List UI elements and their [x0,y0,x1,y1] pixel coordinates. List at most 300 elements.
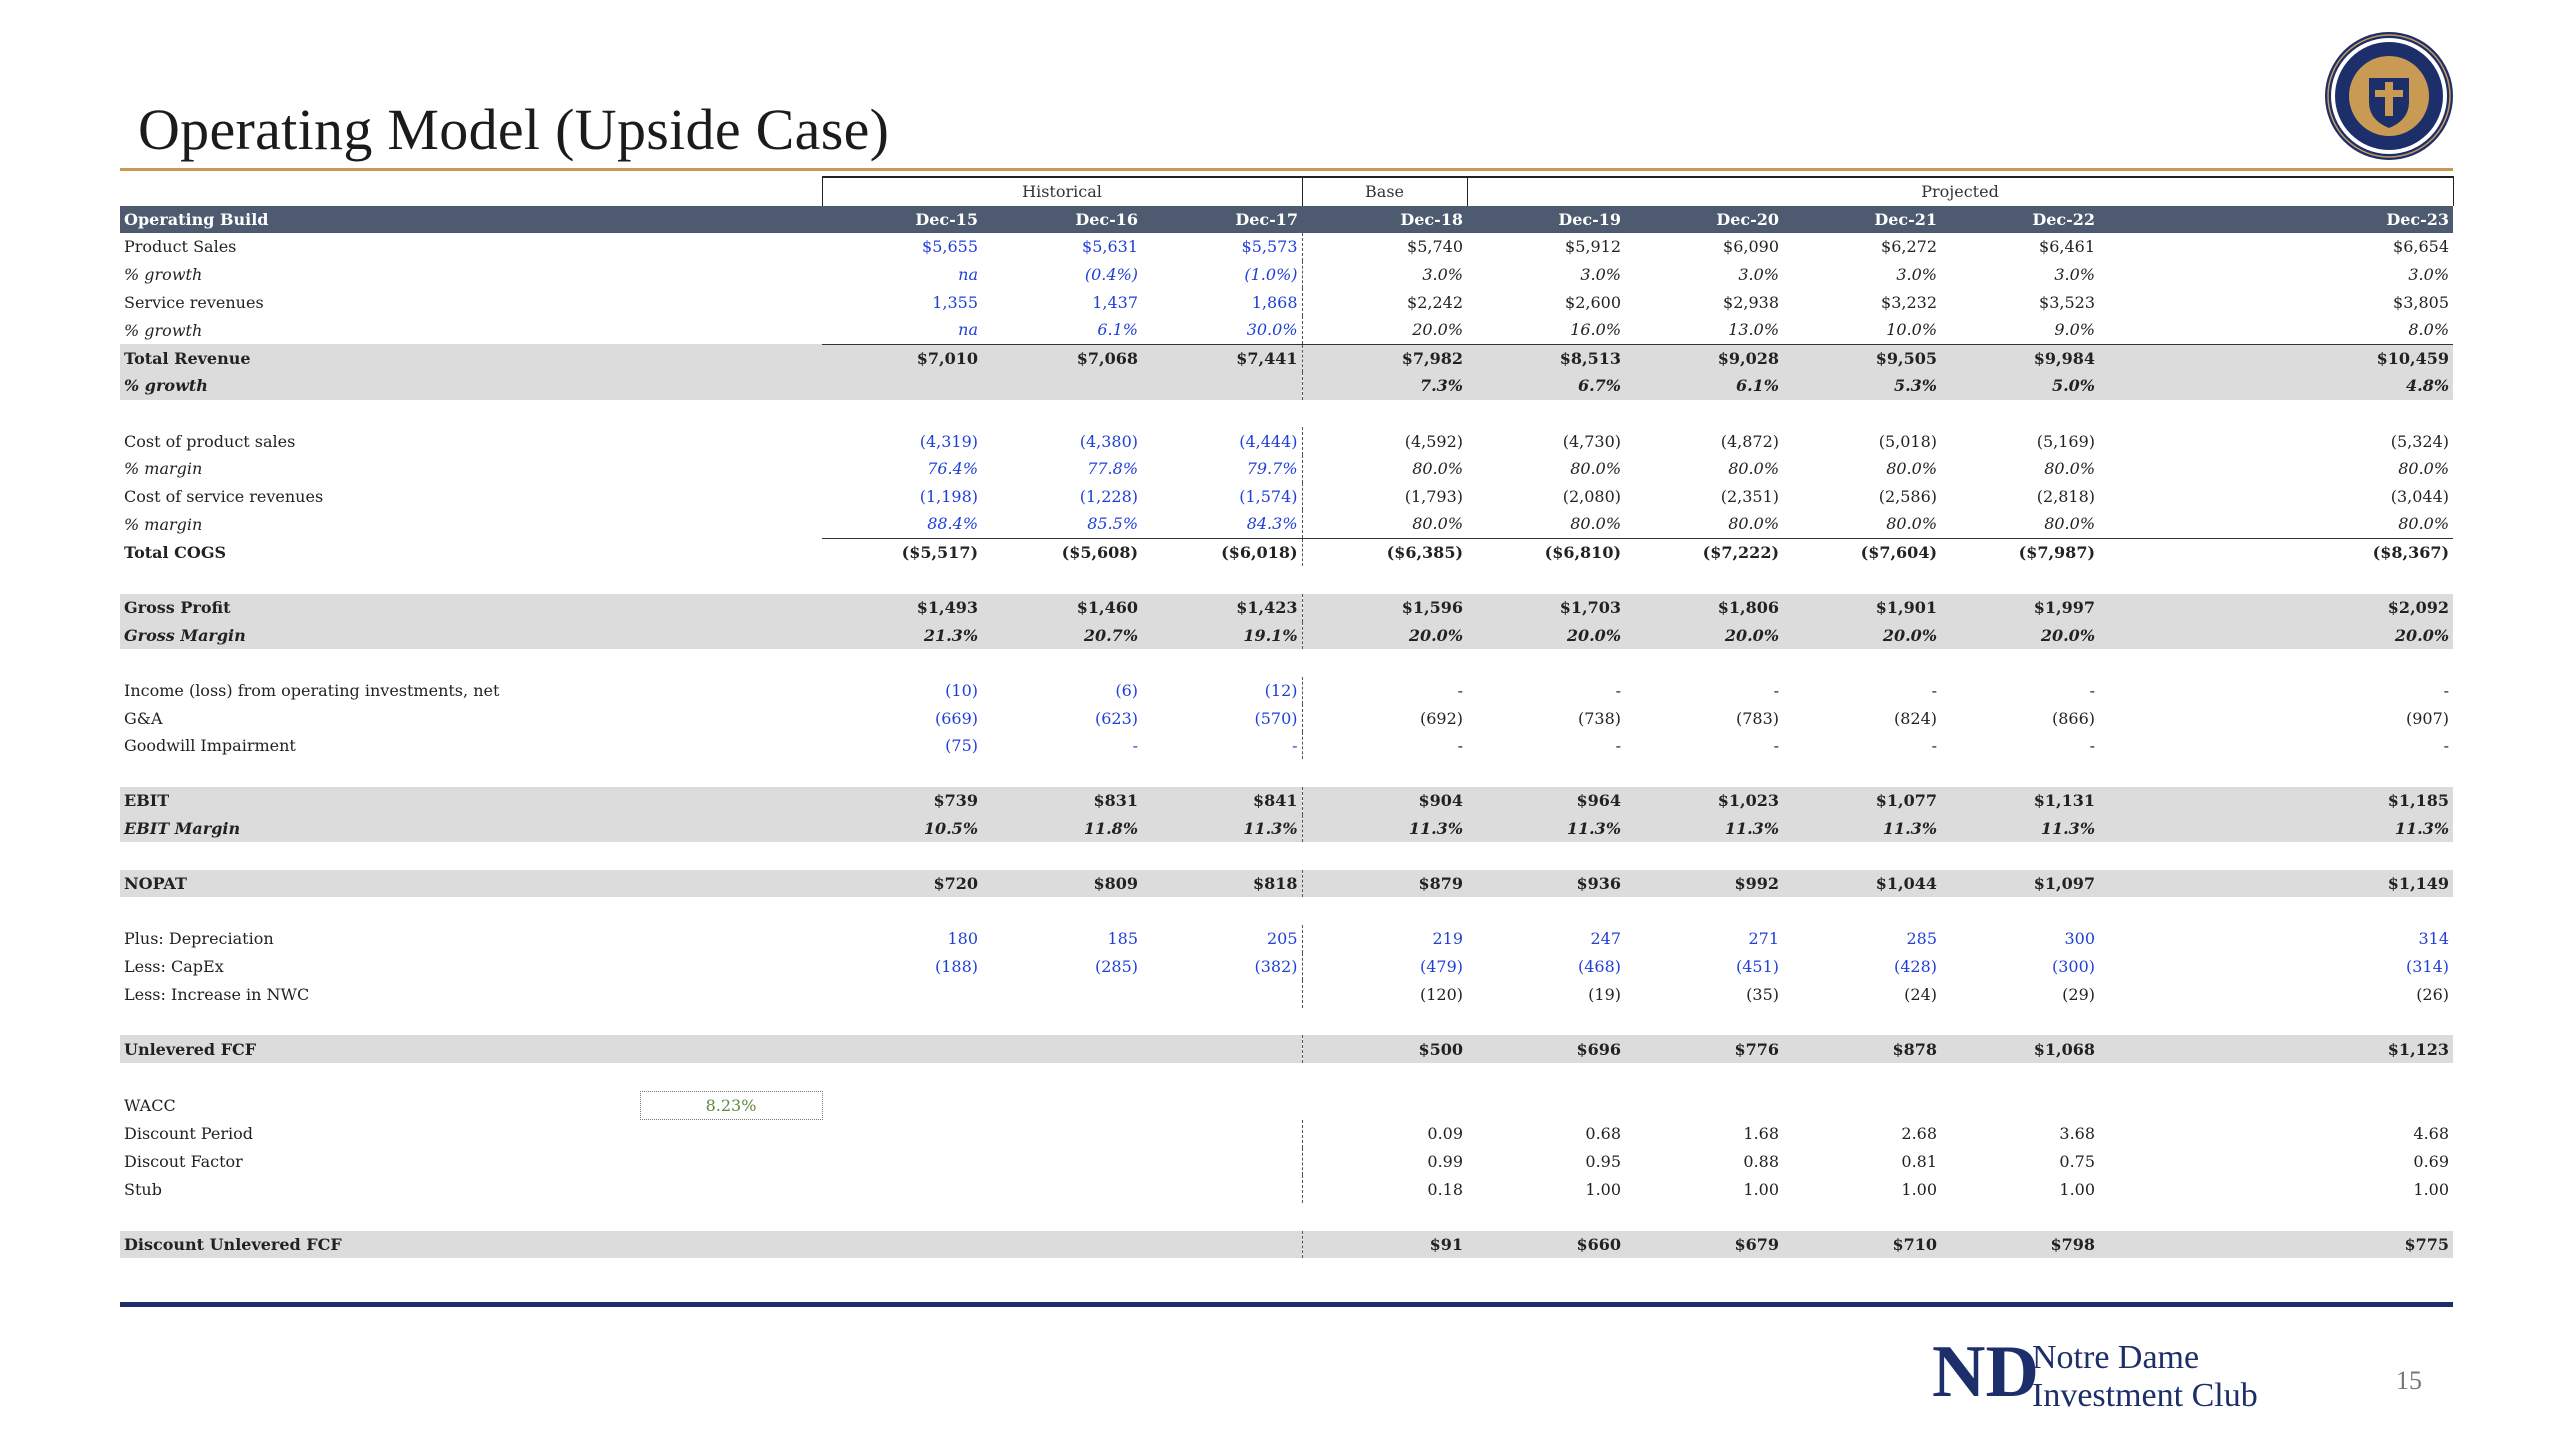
footer-rule [120,1302,2453,1307]
value-cell: $1,068 [1941,1035,2099,1063]
table-row [120,925,2453,953]
value-cell: 88.4% [927,514,979,534]
value-cell: $5,740 [1407,237,1464,257]
value-cell: 80.0% [2398,459,2450,479]
table-row [120,316,2453,344]
value-cell: na [958,265,979,285]
value-cell: $91 [1302,1231,1467,1259]
value-cell: $3,523 [2039,292,2096,312]
value-cell: 20.0% [1412,320,1464,340]
value-cell: $710 [1783,1231,1941,1259]
table-row [120,1148,2453,1176]
value-cell: (1,228) [1079,486,1139,506]
value-cell: 9.0% [2054,320,2096,340]
value-cell: (1,198) [919,486,979,506]
value-cell: (428) [1893,956,1938,976]
value-cell: 180 [947,929,979,949]
row-label: % margin [124,459,203,479]
value-cell: 1.00 [2413,1179,2450,1199]
row-label: Less: CapEx [124,956,224,976]
value-cell [982,372,1142,400]
value-cell [1142,1231,1302,1259]
table-row [120,483,2453,511]
table-row [120,677,2453,705]
value-cell: $964 [1467,787,1625,815]
value-cell: 271 [1748,929,1780,949]
value-cell: $1,149 [2099,870,2453,898]
value-cell: $809 [982,870,1142,898]
notre-dame-investment-club-logo [1930,1330,2300,1416]
value-cell: $1,493 [822,594,982,622]
table-row [120,372,2453,400]
value-cell: $9,028 [1625,344,1783,372]
value-cell [982,1035,1142,1063]
spacer-row [120,400,2453,428]
value-cell: ($5,608) [982,538,1142,566]
value-cell: $3,805 [2393,292,2450,312]
value-cell: $776 [1625,1035,1783,1063]
svg-text:ND: ND [1932,1331,2039,1413]
value-cell: 1,355 [932,292,979,312]
value-cell: ($7,222) [1625,538,1783,566]
header-column: Dec-21 [1783,206,1941,234]
value-cell: 20.0% [1783,622,1941,650]
value-cell: 0.09 [1427,1124,1464,1144]
value-cell: 0.69 [2413,1152,2450,1172]
value-cell: $2,242 [1407,292,1464,312]
value-cell: (4,380) [1079,431,1139,451]
value-cell: 219 [1432,929,1464,949]
value-cell [982,1231,1142,1259]
value-cell: (12) [1142,677,1302,705]
value-cell: 0.99 [1427,1152,1464,1172]
value-cell: - [1931,736,1938,756]
value-cell: $1,806 [1625,594,1783,622]
value-cell: 1.00 [1901,1179,1938,1199]
table-row [120,344,2453,372]
row-label: Gross Profit [120,594,822,622]
value-cell: - [1142,732,1302,760]
spacer-row [120,649,2453,677]
value-cell: - [1457,736,1464,756]
value-cell [1142,372,1302,400]
value-cell: (4,444) [1142,427,1302,455]
value-cell: 80.0% [2044,459,2096,479]
value-cell: $6,272 [1881,237,1938,257]
value-cell: $936 [1467,870,1625,898]
value-cell: 1,868 [1142,288,1302,316]
value-cell: (2,818) [2036,486,2096,506]
table-row [120,261,2453,289]
group-base: Base [1302,177,1467,206]
row-label: % growth [124,265,203,285]
group-historical: Historical [822,177,1302,206]
value-cell: 11.3% [1941,815,2099,843]
value-cell: 20.0% [1302,622,1467,650]
value-cell: (188) [934,956,979,976]
header-column: Dec-15 [822,206,982,234]
value-cell [982,980,1142,1008]
value-cell: - [2089,736,2096,756]
value-cell: $696 [1467,1035,1625,1063]
header-row [120,206,2453,234]
value-cell: $1,077 [1783,787,1941,815]
value-cell: 300 [2064,929,2096,949]
row-label: % margin [124,514,203,534]
value-cell: 0.81 [1901,1152,1938,1172]
value-cell: 3.68 [2059,1124,2096,1144]
value-cell: 1,437 [1092,292,1139,312]
value-cell [822,1148,982,1176]
value-cell: (623) [1094,708,1139,728]
value-cell: - [1615,736,1622,756]
value-cell: 76.4% [927,459,979,479]
value-cell: 20.7% [982,622,1142,650]
value-cell: (2,351) [1720,486,1780,506]
row-label: G&A [124,708,163,728]
value-cell: $9,505 [1783,344,1941,372]
value-cell: ($6,810) [1467,538,1625,566]
value-cell: (692) [1419,708,1464,728]
spacer-row [120,842,2453,870]
value-cell: 80.0% [1570,459,1622,479]
value-cell: 80.0% [1412,459,1464,479]
value-cell: (75) [945,736,979,756]
value-cell: 21.3% [822,622,982,650]
value-cell: (10) [945,680,979,700]
value-cell: $5,573 [1142,233,1302,261]
table-row [120,815,2453,843]
value-cell: $10,459 [2099,344,2453,372]
header-column: Dec-20 [1625,206,1783,234]
value-cell: 79.7% [1142,455,1302,483]
value-cell: 0.18 [1427,1179,1464,1199]
spacer-row [120,1203,2453,1231]
row-label: Cost of product sales [124,431,296,451]
value-cell: 20.0% [2099,622,2453,650]
wacc-value[interactable]: 8.23% [640,1091,822,1120]
value-cell [1142,1035,1302,1063]
value-cell: ($5,517) [822,538,982,566]
spacer-row [120,759,2453,787]
value-cell: $1,596 [1302,594,1467,622]
value-cell: - [2443,736,2450,756]
value-cell [1142,980,1302,1008]
table-row [120,953,2453,981]
value-cell: $7,068 [982,344,1142,372]
header-column: Dec-18 [1302,206,1467,234]
table-row [120,455,2453,483]
value-cell: (0.4%) [1084,265,1139,285]
value-cell: - [2089,680,2096,700]
value-cell: 2.68 [1901,1124,1938,1144]
svg-text:Notre Dame: Notre Dame [2032,1339,2200,1376]
value-cell: 6.1% [1097,320,1139,340]
value-cell: 10.0% [1886,320,1938,340]
value-cell: ($8,367) [2099,538,2453,566]
value-cell: 4.8% [2099,372,2453,400]
value-cell: $879 [1302,870,1467,898]
value-cell: $7,982 [1302,344,1467,372]
value-cell: $1,703 [1467,594,1625,622]
value-cell: (1,793) [1404,486,1464,506]
value-cell: (300) [2051,956,2096,976]
value-cell: (35) [1746,984,1780,1004]
value-cell: $1,997 [1941,594,2099,622]
value-cell: 3.0% [1896,265,1938,285]
value-cell: 6.1% [1625,372,1783,400]
value-cell: (824) [1893,708,1938,728]
value-cell: $992 [1625,870,1783,898]
wacc-label: WACC [124,1095,176,1115]
value-cell: 3.0% [2054,265,2096,285]
value-cell: $2,092 [2099,594,2453,622]
operating-model-table-region [120,176,2453,1258]
header-column: Dec-16 [982,206,1142,234]
value-cell: 0.68 [1585,1124,1622,1144]
value-cell [1142,1120,1302,1148]
value-cell: 8.0% [2408,320,2450,340]
value-cell: (29) [2062,984,2096,1004]
university-seal-icon [2323,28,2455,164]
value-cell: (4,592) [1404,431,1464,451]
slide-title: Operating Model (Upside Case) [138,97,890,162]
value-cell: 3.0% [1422,265,1464,285]
value-cell: (5,018) [1878,431,1938,451]
value-cell: 80.0% [1886,459,1938,479]
value-cell: 80.0% [2398,514,2450,534]
value-cell: 80.0% [1412,514,1464,534]
row-label: EBIT [120,787,822,815]
value-cell: $720 [822,870,982,898]
value-cell: $1,044 [1783,870,1941,898]
value-cell: $5,912 [1565,237,1622,257]
value-cell: 19.1% [1142,622,1302,650]
value-cell: 4.68 [2413,1124,2450,1144]
row-label: Gross Margin [120,622,822,650]
row-label: Service revenues [124,292,264,312]
value-cell: (5,324) [2390,431,2450,451]
value-cell: $818 [1142,870,1302,898]
value-cell: 5.0% [1941,372,2099,400]
row-label: Unlevered FCF [120,1035,822,1063]
header-column: Dec-17 [1142,206,1302,234]
value-cell [822,1120,982,1148]
header-column: Dec-22 [1941,206,2099,234]
value-cell: $1,460 [982,594,1142,622]
value-cell: ($6,385) [1302,538,1467,566]
value-cell: (2,586) [1878,486,1938,506]
title-underline [120,168,2453,171]
value-cell: (4,872) [1720,431,1780,451]
value-cell: $6,654 [2393,237,2450,257]
value-cell: (783) [1735,708,1780,728]
operating-model-table [120,176,2454,1258]
row-label: Stub [124,1179,162,1199]
group-projected: Projected [1467,177,2453,206]
row-label: Less: Increase in NWC [124,984,310,1004]
spacer-row [120,1063,2453,1091]
value-cell: $1,097 [1941,870,2099,898]
value-cell: $904 [1302,787,1467,815]
value-cell: (314) [2406,956,2450,976]
value-cell: 11.3% [1783,815,1941,843]
value-cell: $500 [1302,1035,1467,1063]
value-cell: 80.0% [1728,459,1780,479]
value-cell: (24) [1904,984,1938,1004]
value-cell: 13.0% [1728,320,1780,340]
value-cell: 80.0% [1570,514,1622,534]
table-row [120,704,2453,732]
value-cell: $1,901 [1783,594,1941,622]
value-cell [982,1148,1142,1176]
value-cell: 0.75 [2059,1152,2096,1172]
table-row [120,622,2453,650]
value-cell: 5.3% [1783,372,1941,400]
value-cell: (4,319) [919,431,979,451]
table-row [120,870,2453,898]
value-cell: $798 [1941,1231,2099,1259]
value-cell: (1.0%) [1142,261,1302,289]
value-cell: (3,044) [2390,486,2450,506]
svg-text:Investment Club: Investment Club [2032,1377,2258,1414]
value-cell: 84.3% [1142,510,1302,538]
value-cell: 20.0% [1941,622,2099,650]
row-label: % growth [120,372,822,400]
value-cell: 77.8% [1087,459,1139,479]
row-label: Product Sales [124,237,237,257]
value-cell: $878 [1783,1035,1941,1063]
value-cell: (26) [2416,984,2450,1004]
value-cell: 85.5% [1087,514,1139,534]
value-cell: (5,169) [2036,431,2096,451]
row-label: % growth [124,320,203,340]
value-cell: $7,010 [822,344,982,372]
table-row [120,427,2453,455]
table-row [120,1231,2453,1259]
header-label: Operating Build [120,206,822,234]
value-cell: 11.3% [1467,815,1625,843]
table-row [120,980,2453,1008]
value-cell: (4,730) [1562,431,1622,451]
value-cell: $739 [822,787,982,815]
row-label: Income (loss) from operating investments, net [124,680,500,700]
value-cell: - [1773,680,1780,700]
value-cell: $7,441 [1142,344,1302,372]
value-cell: 80.0% [1886,514,1938,534]
value-cell: 1.00 [2059,1179,2096,1199]
value-cell: (19) [1588,984,1622,1004]
table-row [120,1120,2453,1148]
value-cell: 3.0% [1738,265,1780,285]
value-cell: 11.3% [1625,815,1783,843]
value-cell: (570) [1142,704,1302,732]
value-cell: $3,232 [1881,292,1938,312]
value-cell: 0.95 [1585,1152,1622,1172]
value-cell: 3.0% [2408,265,2450,285]
value-cell: 1.00 [1585,1179,1622,1199]
value-cell: ($7,604) [1783,538,1941,566]
value-cell: 205 [1142,925,1302,953]
value-cell: (468) [1577,956,1622,976]
value-cell: 0.88 [1743,1152,1780,1172]
header-column: Dec-23 [2099,206,2453,234]
value-cell: 30.0% [1142,316,1302,344]
value-cell: (907) [2406,708,2450,728]
value-cell: - [1615,680,1622,700]
header-column: Dec-19 [1467,206,1625,234]
value-cell [822,372,982,400]
value-cell: 6.7% [1467,372,1625,400]
table-row [120,732,2453,760]
value-cell: - [2443,680,2450,700]
spacer-row [120,1008,2453,1036]
value-cell: (6) [1115,680,1139,700]
value-cell: $6,461 [2039,237,2096,257]
row-label: Discout Factor [124,1152,243,1172]
value-cell: (120) [1419,984,1464,1004]
value-cell: (451) [1735,956,1780,976]
table-row [120,538,2453,566]
value-cell: 80.0% [2044,514,2096,534]
value-cell: 7.3% [1302,372,1467,400]
value-cell: ($7,987) [1941,538,2099,566]
row-label: Total Revenue [120,344,822,372]
table-row [120,288,2453,316]
value-cell: $5,631 [1082,237,1139,257]
value-cell: 20.0% [1467,622,1625,650]
value-cell: $6,090 [1723,237,1780,257]
value-cell: 20.0% [1625,622,1783,650]
value-cell: 11.3% [1142,815,1302,843]
row-label: Goodwill Impairment [124,736,296,756]
row-label: Total COGS [124,542,227,562]
value-cell: $775 [2099,1231,2453,1259]
value-cell: $1,131 [1941,787,2099,815]
value-cell [822,980,982,1008]
table-row [120,594,2453,622]
table-row [120,233,2453,261]
value-cell: $831 [982,787,1142,815]
value-cell: na [958,320,979,340]
value-cell: $1,185 [2099,787,2453,815]
wacc-row [120,1091,2453,1120]
value-cell: (669) [934,708,979,728]
value-cell: (866) [2051,708,2096,728]
value-cell: 11.3% [2099,815,2453,843]
value-cell: $2,600 [1565,292,1622,312]
value-cell [822,1231,982,1259]
value-cell: $679 [1625,1231,1783,1259]
page-number: 15 [2396,1366,2422,1395]
value-cell: (285) [1094,956,1139,976]
value-cell: 10.5% [822,815,982,843]
table-row [120,510,2453,538]
row-label: Plus: Depreciation [124,929,274,949]
table-row [120,787,2453,815]
row-label: Discount Period [124,1124,254,1144]
value-cell: $2,938 [1723,292,1780,312]
value-cell: $660 [1467,1231,1625,1259]
value-cell: - [1457,680,1464,700]
value-cell: (382) [1142,953,1302,981]
value-cell: 247 [1590,929,1622,949]
value-cell: $5,655 [922,237,979,257]
value-cell: 11.8% [982,815,1142,843]
row-label: NOPAT [120,870,822,898]
value-cell [982,1120,1142,1148]
value-cell [822,1175,982,1203]
